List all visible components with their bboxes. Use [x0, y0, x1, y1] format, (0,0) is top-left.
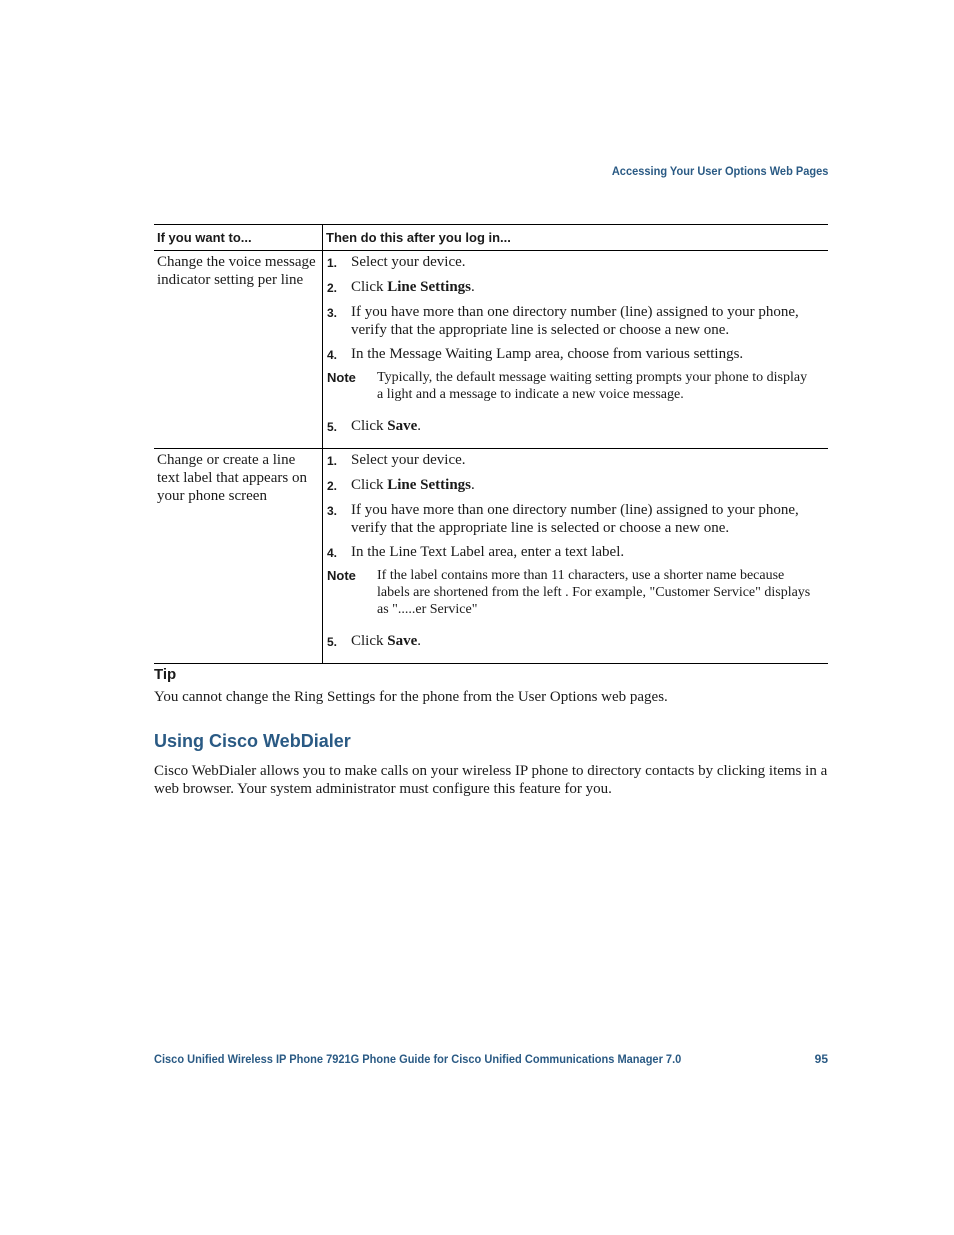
step-text-suffix: . [471, 279, 475, 295]
step-text [351, 417, 828, 436]
procedure-step [327, 417, 828, 436]
step-text: In the Message Waiting Lamp area, choose from various settings. [351, 346, 744, 362]
step-text-suffix: . [471, 477, 475, 493]
ui-term-save: Save [387, 418, 418, 434]
procedure-step [327, 253, 828, 272]
step-number: 3. [327, 306, 338, 320]
procedure-step [327, 632, 828, 651]
step-text-prefix: Click [351, 279, 388, 295]
procedure-step [327, 451, 828, 470]
procedure-step [327, 345, 828, 364]
step-text: Select your device. [351, 254, 466, 270]
page-number: 95 [814, 1052, 828, 1066]
step-text [351, 476, 828, 495]
user-options-table [154, 224, 828, 664]
note-text: If the label contains more than 11 characters, use a shorter name because labels are shortened from the left . For example, "Customer Service" displays as ".....er Service" [377, 568, 811, 617]
procedure-step [327, 476, 828, 495]
note-text: Typically, the default message waiting setting prompts your phone to display a light and a message to indicate a new voice message. [377, 370, 808, 402]
ui-term-save: Save [387, 633, 418, 649]
procedure-step [327, 278, 828, 297]
tip-heading: Tip [154, 666, 177, 683]
step-text: In the Line Text Label area, enter a text label. [351, 544, 625, 560]
step-number: 3. [327, 504, 338, 518]
step-text: If you have more than one directory number (line) assigned to your phone, verify that the appropriate line is selected or choose a new one. [351, 304, 799, 338]
note-block [327, 567, 828, 618]
step-number: 1. [327, 454, 338, 468]
note-label: Note [327, 370, 356, 385]
step-number: 5. [327, 635, 338, 649]
column-header-goal: If you want to... [154, 225, 323, 251]
step-text-prefix: Click [351, 633, 388, 649]
section-title: Using Cisco WebDialer [154, 731, 351, 751]
goal-cell: Change or create a line text label that appears on your phone screen [154, 449, 323, 664]
ui-term-line-settings: Line Settings [387, 477, 472, 493]
step-text-suffix: . [417, 418, 421, 434]
steps-cell [323, 449, 829, 664]
procedure-step [327, 303, 828, 339]
column-header-steps: Then do this after you log in... [323, 225, 829, 251]
goal-cell: Change the voice message indicator setting per line [154, 251, 323, 449]
step-text-prefix: Click [351, 418, 388, 434]
step-number: 4. [327, 348, 338, 362]
table-row [154, 449, 828, 664]
step-text [351, 632, 828, 651]
step-text: If you have more than one directory number (line) assigned to your phone, verify that the appropriate line is selected or choose a new one. [351, 502, 799, 536]
ui-term-line-settings: Line Settings [387, 279, 472, 295]
tip-text: You cannot change the Ring Settings for the phone from the User Options web pages. [154, 689, 668, 705]
steps-cell [323, 251, 829, 449]
table-header-row [154, 225, 828, 251]
table-row [154, 251, 828, 449]
running-header: Accessing Your User Options Web Pages [611, 164, 828, 178]
note-block [327, 369, 828, 403]
step-number: 2. [327, 281, 338, 295]
note-label: Note [327, 568, 356, 583]
step-number: 5. [327, 420, 338, 434]
procedure-step [327, 543, 828, 562]
footer-title: Cisco Unified Wireless IP Phone 7921G Phone Guide for Cisco Unified Communications Manager 7.0 [154, 1052, 682, 1066]
step-text-prefix: Click [351, 477, 388, 493]
step-number: 2. [327, 479, 338, 493]
step-number: 1. [327, 256, 338, 270]
step-text-suffix: . [417, 633, 421, 649]
section-body: Cisco WebDialer allows you to make calls on your wireless IP phone to directory contacts by clicking items in a web browser. Your system administrator must configure this feature for you. [154, 763, 828, 797]
step-text: Select your device. [351, 452, 466, 468]
step-number: 4. [327, 546, 338, 560]
step-text [351, 278, 828, 297]
procedure-step [327, 501, 828, 537]
